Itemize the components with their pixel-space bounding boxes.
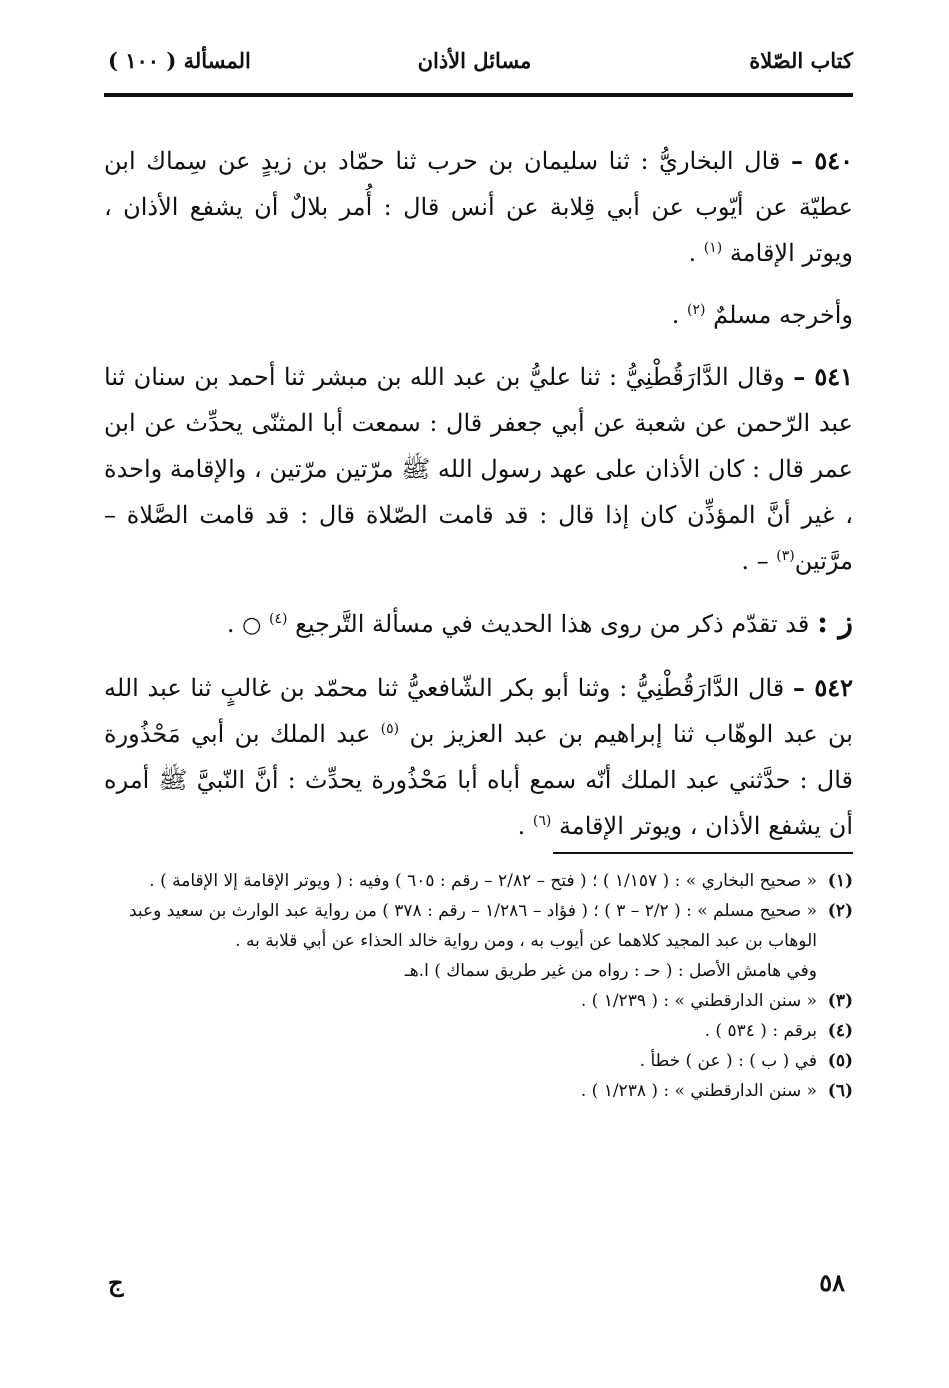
punctuation: – . [741, 547, 769, 575]
muslim-text: وأخرجه مسلمٌ [713, 301, 853, 329]
footnote-ref: (٣) [776, 548, 795, 564]
footnote-2-margin-note: وفي هامش الأصل : ( حـ : رواه من غير طريق سماك ) ا.هـ [404, 961, 817, 981]
header-rule [104, 93, 853, 97]
footnote-text: « سنن الدارقطني » : ( ١/٢٣٨ ) . [580, 1081, 817, 1101]
footnote-label: (٥) [827, 1051, 853, 1071]
footnote-label: (٣) [827, 991, 853, 1011]
hadith-text: قال البخاريُّ : ثنا سليمان بن حرب ثنا حمّاد بن زيدٍ عن سِماك ابن عطيّة عن أيّوب عن أبي قِلابة عن أنس قال : أُمر بلالٌ أن يشفع الأذان ، ويوتر الإقامة [104, 147, 853, 267]
hadith-number: ٥٤١ – [793, 362, 854, 391]
footnote-5 [104, 1046, 853, 1076]
header-book-title: كتاب الصّلاة [749, 48, 853, 73]
footnote-label: (٢) [827, 901, 853, 921]
footnotes [104, 866, 853, 1106]
footnote-ref: (٢) [687, 302, 706, 318]
punctuation: . [688, 239, 697, 267]
footnote-6 [104, 1076, 853, 1106]
end-circle-symbol: ○ [242, 613, 262, 638]
footnote-3 [104, 986, 853, 1016]
footnote-text: « سنن الدارقطني » : ( ١/٢٣٩ ) . [580, 991, 817, 1011]
volume-mark: ج [108, 1268, 124, 1297]
header-issue-number: المسألة ( ١٠٠ ) [108, 48, 251, 73]
footnote-ref: (٦) [532, 813, 552, 829]
footnote-1 [104, 866, 853, 896]
page-number: ٥٨ [819, 1268, 845, 1297]
zay-letter: ز : [816, 605, 853, 640]
zay-text: قد تقدّم ذكر من روى هذا الحديث في مسألة التَّرجيع [295, 610, 810, 638]
footnote-ref: (٤) [268, 611, 288, 627]
muslim-note [104, 292, 853, 338]
hadith-541 [104, 354, 853, 584]
hadith-text-part-b: عبد الملك بن أبي مَحْذُورة قال : حدَّثني عبد الملك أنّه سمع أباه أبا مَحْذُورة يحدِّث : أنَّ النّبيَّ ﷺ أمره أن يشفع الأذان ، ويوتر الإقامة [104, 720, 853, 840]
footnote-ref: (٥) [380, 721, 400, 737]
footnote-label: (٦) [827, 1081, 853, 1101]
hadith-542 [104, 665, 853, 849]
punctuation: . [671, 301, 680, 329]
main-text [104, 138, 853, 865]
punctuation: . [226, 610, 235, 638]
hadith-number: ٥٤٠ – [791, 146, 853, 175]
footnote-4 [104, 1016, 853, 1046]
footnote-ref: (١) [703, 240, 723, 256]
zay-note [104, 600, 853, 649]
footnote-2 [104, 896, 853, 956]
hadith-number: ٥٤٢ – [792, 673, 853, 702]
hadith-540 [104, 138, 853, 276]
footnote-text: برقم : ( ٥٣٤ ) . [704, 1021, 817, 1041]
header-chapter-title: مسائل الأذان [417, 48, 532, 73]
hadith-text-part-a: قال الدَّارَقُطْنِيُّ : وثنا أبو بكر الشّافعيُّ ثنا محمّد بن غالبٍ ثنا عبد الله بن عبد الوهّاب ثنا إبراهيم بن عبد العزيز بن [104, 674, 853, 748]
footnote-text: في ( ب ) : ( عن ) خطأ . [639, 1051, 817, 1071]
footnote-label: (١) [827, 871, 853, 891]
hadith-text: وقال الدَّارَقُطْنِيُّ : ثنا عليُّ بن عبد الله بن مبشر ثنا أحمد بن سنان ثنا عبد الرّحمن عن شعبة عن أبي جعفر قال : سمعت أبا المثنّى يحدِّث عن ابن عمر قال : كان الأذان على عهد رسول الله ﷺ مرّتين مرّتين ، والإقامة واحدة ، غير أنَّ المؤذِّن كان إذا قال : قد قامت الصّلاة قال : قد قامت الصَّلاة – مرَّتين [104, 363, 853, 575]
footnote-text: « صحيح مسلم » : ( ٢/٢ – ٣ ) ؛ ( فؤاد – ١/٢٨٦ – رقم : ٣٧٨ ) من رواية عبد الوارث بن سعيد وعبد الوهاب بن عبد المجيد كلاهما عن أيوب به ، ومن رواية خالد الحذاء عن أبي قلابة به . [128, 901, 817, 951]
footnote-text: « صحيح البخاري » : ( ١/١٥٧ ) ؛ ( فتح – ٢/٨٢ – رقم : ٦٠٥ ) وفيه : ( ويوتر الإقامة إلا الإقامة ) . [149, 871, 817, 891]
punctuation: . [517, 812, 526, 840]
footnote-separator [553, 852, 853, 854]
footnote-label: (٤) [827, 1021, 853, 1041]
